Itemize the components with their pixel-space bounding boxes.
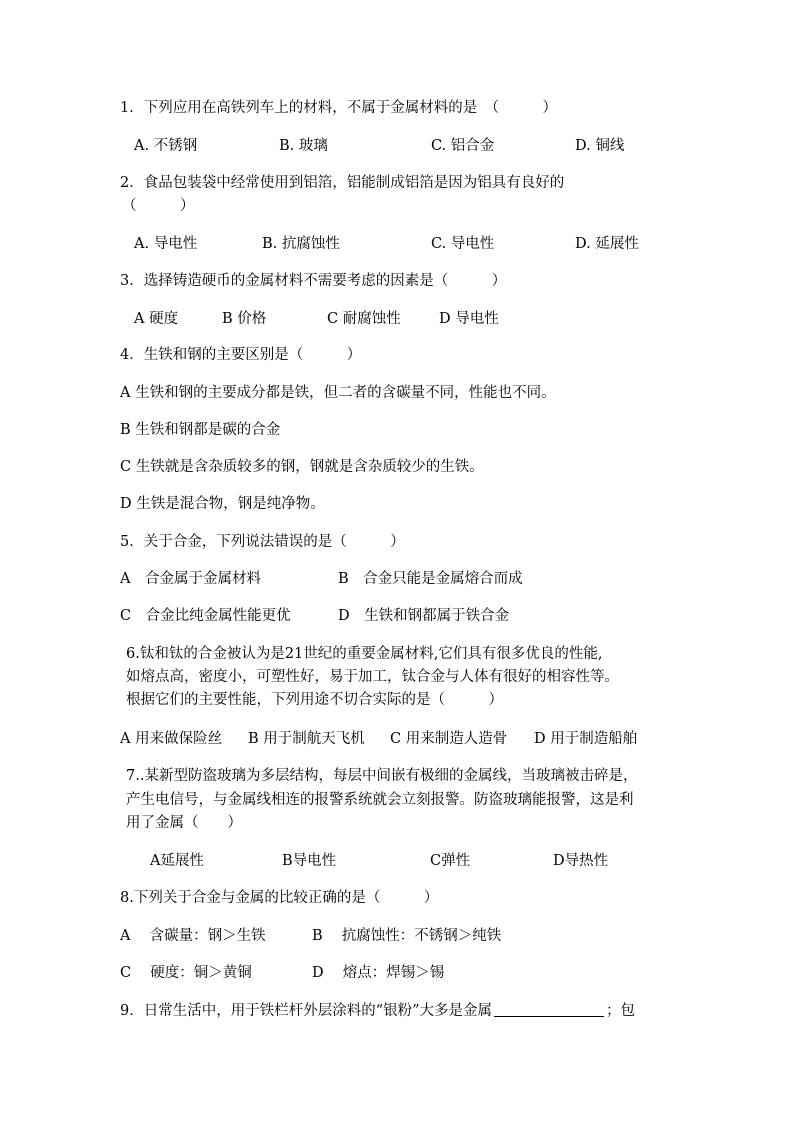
question-3-option-b[interactable]: B 价格 [222,311,267,327]
question-6-stem-cont-1: 如熔点高，密度小，可塑性好，易于加工，钛合金与人体有很好的相容性等。 [126,669,619,685]
question-8-stem: 8.下列关于合金与金属的比较正确的是（ ） [120,890,439,906]
question-3-option-a[interactable]: A 硬度 [134,311,179,327]
question-1-option-c[interactable]: C. 铝合金 [431,138,495,154]
question-5-option-c[interactable]: C 合金比纯金属性能更优 [120,608,291,624]
question-1-stem: 1．下列应用在高铁列车上的材料，不属于金属材料的是 （ ） [120,100,557,116]
question-7-option-d[interactable]: D导热性 [553,853,609,869]
question-8-option-d[interactable]: D 熔点：焊锡＞锡 [312,965,445,981]
question-9-answer-blank[interactable] [494,1002,604,1017]
question-6-option-d[interactable]: D 用于制造船舶 [534,731,638,747]
question-7-option-b[interactable]: B导电性 [282,853,337,869]
question-4-option-a[interactable]: A 生铁和钢的主要成分都是铁，但二者的含碳量不同，性能也不同。 [120,385,556,401]
question-1-option-b[interactable]: B. 玻璃 [279,138,328,154]
question-3-stem: 3．选择铸造硬币的金属材料不需要考虑的因素是（ ） [120,273,507,289]
question-2-stem: 2．食品包装袋中经常使用到铝箔，铝能制成铝箔是因为铝具有良好的 [120,175,565,191]
question-2-option-b[interactable]: B. 抗腐蚀性 [262,236,340,252]
question-8-option-c[interactable]: C 硬度：铜＞黄铜 [120,965,252,981]
question-6-stem-cont-2: 根据它们的主要性能，下列用途不切合实际的是（ ） [126,692,503,708]
question-4-option-c[interactable]: C 生铁就是含杂质较多的钢，钢就是含杂质较少的生铁。 [120,459,484,475]
question-7-option-c[interactable]: C弹性 [430,853,471,869]
question-6-option-a[interactable]: A 用来做保险丝 [120,731,223,747]
question-7-stem: 7..某新型防盗玻璃为多层结构，每层中间嵌有极细的金属线，当玻璃被击碎是， [126,768,638,784]
question-9-stem-text: 9．日常生活中，用于铁栏杆外层涂料的“银粉”大多是金属 [120,1003,493,1019]
question-4-stem: 4．生铁和钢的主要区别是（ ） [120,347,362,363]
question-2-option-d[interactable]: D. 延展性 [575,236,639,252]
question-5-stem: 5．关于合金，下列说法错误的是（ ） [120,534,405,550]
question-6-stem: 6.钛和钛的合金被认为是21世纪的重要金属材料,它们具有很多优良的性能, [126,646,603,662]
question-4-option-d[interactable]: D 生铁是混合物，钢是纯净物。 [120,496,325,512]
question-7-stem-cont-2: 用了金属（ ） [126,815,242,831]
question-9-stem-tail: ；包 [606,1003,636,1019]
question-6-option-c[interactable]: C 用来制造人造骨 [390,731,508,747]
question-7-option-a[interactable]: A延展性 [150,853,204,869]
question-3-option-d[interactable]: D 导电性 [439,311,499,327]
question-2-stem-cont: （ ） [122,198,195,214]
question-1-option-a[interactable]: A. 不锈钢 [134,138,198,154]
question-5-option-a[interactable]: A 合金属于金属材料 [120,571,261,587]
question-8-option-b[interactable]: B 抗腐蚀性：不锈钢＞纯铁 [312,928,502,944]
question-2-option-c[interactable]: C. 导电性 [431,236,495,252]
question-1-option-d[interactable]: D. 铜线 [575,138,625,154]
question-4-option-b[interactable]: B 生铁和钢都是碳的合金 [120,422,281,438]
question-5-option-b[interactable]: B 合金只能是金属熔合而成 [338,571,523,587]
question-6-option-b[interactable]: B 用于制航天飞机 [248,731,365,747]
question-7-stem-cont-1: 产生电信号，与金属线相连的报警系统就会立刻报警。防盗玻璃能报警，这是利 [126,792,634,808]
question-5-option-d[interactable]: D 生铁和钢都属于铁合金 [338,608,510,624]
question-3-option-c[interactable]: C 耐腐蚀性 [327,311,401,327]
question-8-option-a[interactable]: A 含碳量：钢＞生铁 [120,928,266,944]
question-2-option-a[interactable]: A. 导电性 [134,236,198,252]
question-9-stem [120,1001,635,1021]
